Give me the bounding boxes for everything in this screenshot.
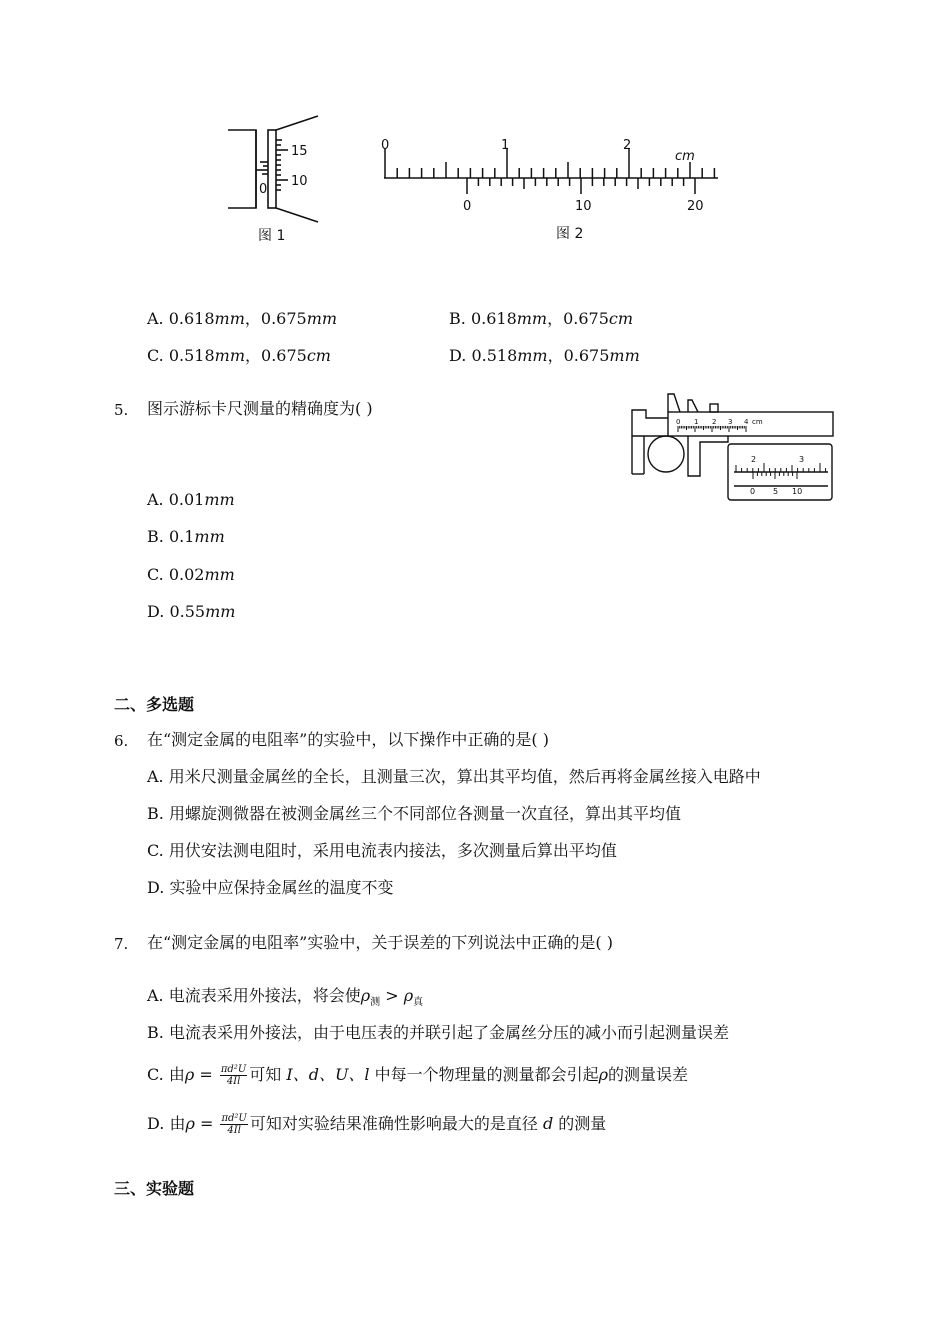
fig2-main-1: 1	[501, 138, 510, 153]
q7-d-post: 的测量	[553, 1114, 607, 1133]
fig2-main-2: 2	[623, 138, 632, 153]
q5-stem: 图示游标卡尺测量的精确度为( )	[147, 399, 373, 418]
fig1-label-10: 10	[291, 174, 308, 189]
q5-b-value: 0.1	[168, 527, 195, 546]
q4-b-unit2: cm	[608, 309, 634, 328]
q7-c-frac-num: πd²U	[220, 1064, 247, 1075]
q4-option-d-letter: D.	[449, 346, 467, 365]
fig1-label-15: 15	[291, 144, 308, 159]
q5-a-letter: A.	[147, 490, 164, 509]
q6-b-text: 用螺旋测微器在被测金属丝三个不同部位各测量一次直径，算出其平均值	[168, 804, 681, 823]
q7-a-sub-true: 真	[413, 997, 424, 1009]
q6-d-text: 实验中应保持金属丝的温度不变	[169, 878, 394, 897]
fig3-inset-main-2: 2	[751, 455, 757, 464]
q7-a-gt: >	[380, 986, 404, 1005]
q4-d-value2: 0.675	[563, 346, 610, 365]
fig2-vernier-20: 20	[687, 199, 704, 214]
q7-c-frac-den: 4Il	[226, 1076, 241, 1087]
q4-option-c[interactable]	[147, 346, 331, 366]
fig3-main-3: 3	[728, 418, 733, 426]
q7-d-rho-eq: ρ =	[185, 1114, 219, 1133]
q4-b-sep: ，	[547, 309, 564, 328]
fig3-main-0: 0	[676, 418, 681, 426]
fig3-main-1: 1	[694, 418, 699, 426]
q6-a-text: 用米尺测量金属丝的全长，且测量三次，算出其平均值，然后再将金属丝接入电路中	[168, 767, 761, 786]
q4-option-a-letter: A.	[147, 309, 164, 328]
fig2-tick-group	[384, 148, 718, 194]
q7-a-rho2: ρ	[403, 986, 414, 1005]
q4-option-b-letter: B.	[449, 309, 466, 328]
q4-d-unit1: mm	[517, 346, 548, 365]
fig2-vernier-0: 0	[463, 199, 472, 214]
q5-option-d[interactable]	[147, 602, 235, 622]
q6-a-letter: A.	[147, 767, 164, 786]
q5-option-b[interactable]	[147, 527, 225, 547]
fig3-inset-vernier-0: 0	[750, 487, 756, 496]
q6-c-letter: C.	[147, 841, 164, 860]
q7-a-sub-measured: 测	[370, 997, 381, 1009]
q6-option-a[interactable]	[147, 767, 761, 787]
q7-c-vars: I、d、U、l	[286, 1065, 370, 1084]
q4-a-unit2: mm	[306, 309, 338, 328]
q5-c-unit: mm	[204, 565, 235, 584]
q7-number: 7.	[114, 935, 129, 953]
q4-option-d[interactable]	[449, 346, 640, 366]
q5-number: 5.	[114, 401, 129, 419]
fig2-unit: cm	[675, 149, 695, 164]
q4-d-unit2: mm	[609, 346, 640, 365]
q7-a-rho1: ρ	[360, 986, 371, 1005]
q6-stem: 在“测定金属的电阻率”的实验中，以下操作中正确的是( )	[147, 730, 549, 749]
q4-option-a[interactable]	[147, 309, 337, 329]
q5-d-value: 0.55	[169, 602, 206, 621]
q5-c-value: 0.02	[168, 565, 205, 584]
fig3-inset-vernier-5: 5	[773, 487, 779, 496]
fig1-label-0: 0	[259, 182, 268, 197]
q7-c-fraction	[220, 1064, 247, 1087]
fig3-inset-vernier-10: 10	[792, 487, 803, 496]
q5-d-unit: mm	[205, 602, 236, 621]
q7-b-letter: B.	[147, 1023, 164, 1042]
q5-b-unit: mm	[194, 527, 225, 546]
section-heading-multiple-choice: 二、多选题	[114, 695, 195, 714]
q6-d-letter: D.	[147, 878, 165, 897]
fig2-main-0: 0	[381, 138, 390, 153]
q7-d-frac-num: πd²U	[221, 1113, 247, 1124]
q4-a-value1: 0.618	[168, 309, 215, 328]
vernier-scale-figure	[370, 132, 730, 247]
q7-a-text: 电流表采用外接法，将会使	[168, 986, 361, 1005]
q4-a-value2: 0.675	[260, 309, 307, 328]
q7-option-a[interactable]	[147, 986, 423, 1013]
fig3-main-4: 4	[744, 418, 749, 426]
q6-c-text: 用伏安法测电阻时，采用电流表内接法，多次测量后算出平均值	[168, 841, 617, 860]
q7-stem: 在“测定金属的电阻率”实验中，关于误差的下列说法中正确的是( )	[147, 933, 613, 952]
q7-b-text: 电流表采用外接法，由于电压表的并联引起了金属丝分压的减小而引起测量误差	[168, 1023, 729, 1042]
q4-a-sep: ，	[244, 309, 261, 328]
q7-a-letter: A.	[147, 986, 164, 1005]
q5-d-letter: D.	[147, 602, 165, 621]
q7-c-post: 中每一个物理量的测量都会引起	[369, 1065, 599, 1084]
q4-c-unit2: cm	[306, 346, 331, 365]
q7-option-b[interactable]	[147, 1023, 729, 1043]
fig2-vernier-10: 10	[575, 199, 592, 214]
q4-b-unit1: mm	[516, 309, 548, 328]
q7-option-d[interactable]	[147, 1113, 606, 1136]
q6-number: 6.	[114, 732, 129, 750]
q4-b-value2: 0.675	[563, 309, 609, 328]
q7-d-fraction	[220, 1113, 247, 1136]
q5-a-unit: mm	[204, 490, 235, 509]
q4-a-unit1: mm	[214, 309, 245, 328]
fig3-unit: cm	[752, 418, 763, 426]
q6-option-b[interactable]	[147, 804, 681, 824]
q7-c-rho2: ρ	[598, 1065, 609, 1084]
q7-c-rho-eq: ρ =	[184, 1065, 218, 1084]
q4-c-sep: ，	[245, 346, 262, 365]
fig3-main-2: 2	[712, 418, 717, 426]
micrometer-figure	[220, 112, 330, 247]
q5-option-c[interactable]	[147, 565, 235, 585]
q5-c-letter: C.	[147, 565, 164, 584]
q7-d-pre: 由	[169, 1114, 186, 1133]
fig3-inset-main-3: 3	[799, 455, 805, 464]
q4-d-value1: 0.518	[471, 346, 518, 365]
q7-d-letter: D.	[147, 1114, 165, 1133]
q7-d-mid: 可知对实验结果准确性影响最大的是直径	[249, 1114, 543, 1133]
q7-c-letter: C.	[147, 1065, 164, 1084]
q4-option-c-letter: C.	[147, 346, 164, 365]
q5-b-letter: B.	[147, 527, 164, 546]
q4-d-sep: ，	[547, 346, 564, 365]
q4-c-value1: 0.518	[168, 346, 215, 365]
q6-option-c[interactable]	[147, 841, 617, 861]
q6-b-letter: B.	[147, 804, 164, 823]
fig2-caption: 图 2	[556, 226, 584, 242]
q7-c-pre: 由	[168, 1065, 185, 1084]
q5-a-value: 0.01	[168, 490, 205, 509]
q7-c-post2: 的测量误差	[608, 1065, 689, 1084]
q7-d-frac-den: 4Il	[227, 1125, 241, 1136]
q4-c-value2: 0.675	[261, 346, 307, 365]
q7-c-mid: 可知	[249, 1065, 287, 1084]
fig1-caption: 图 1	[258, 228, 286, 244]
q5-option-a[interactable]	[147, 490, 235, 510]
section-heading-experiment: 三、实验题	[114, 1179, 195, 1198]
q4-b-value1: 0.618	[470, 309, 517, 328]
q4-option-b[interactable]	[449, 309, 633, 329]
q4-c-unit1: mm	[214, 346, 246, 365]
q6-option-d[interactable]	[147, 878, 393, 898]
caliper-figure	[628, 390, 838, 505]
q7-d-var: d	[542, 1114, 554, 1133]
q7-option-c[interactable]	[147, 1064, 688, 1087]
